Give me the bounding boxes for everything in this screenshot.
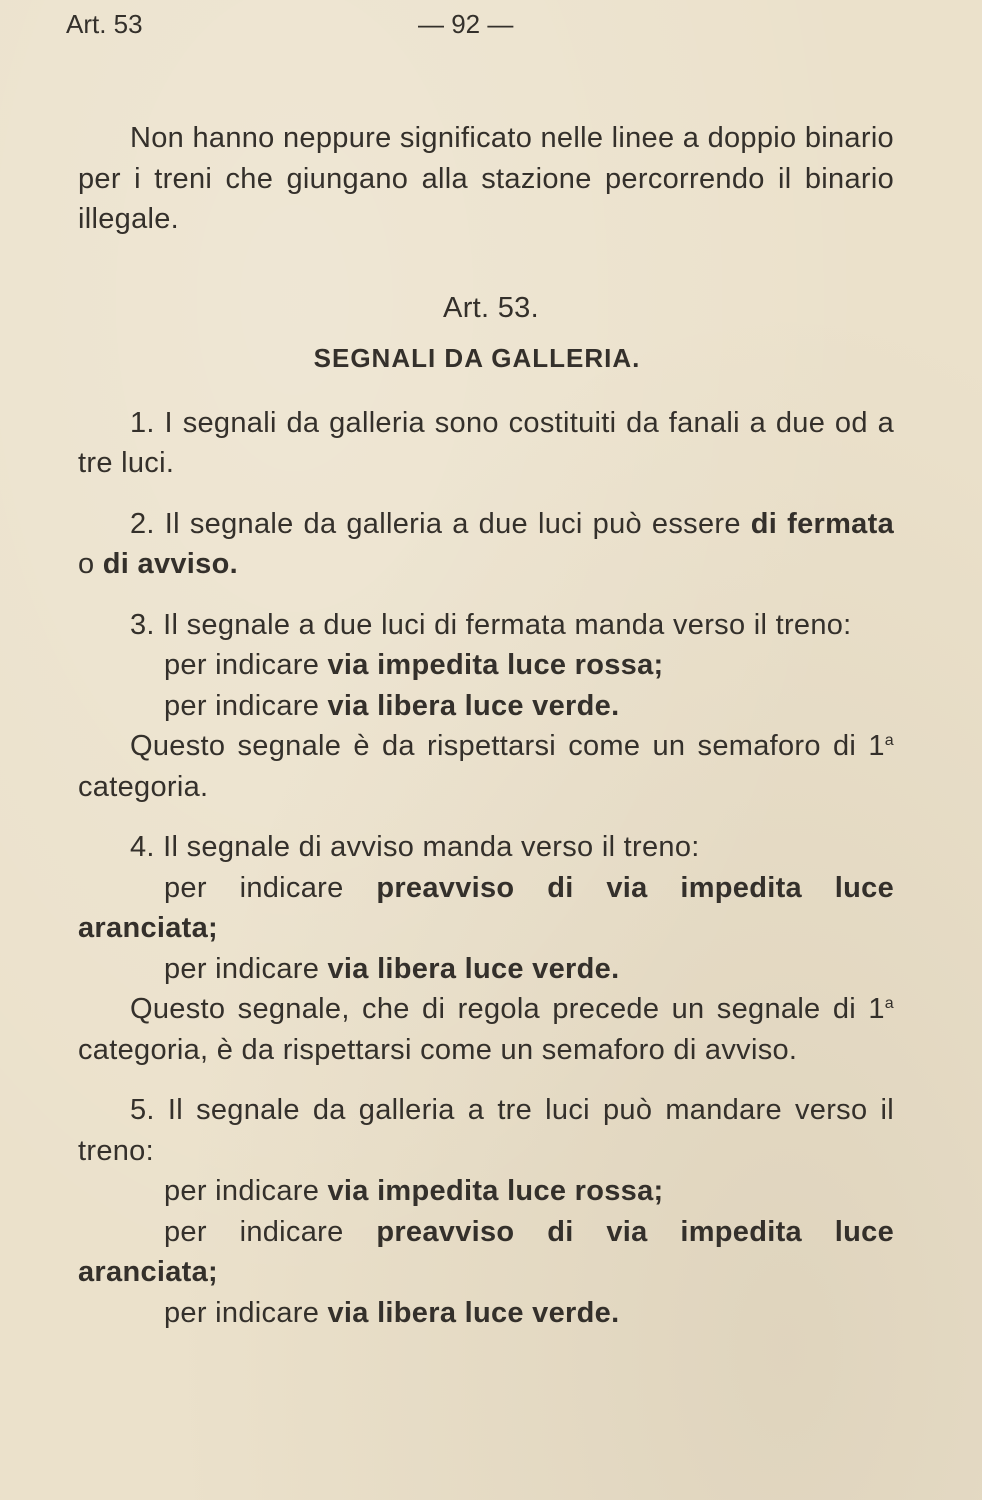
paragraph-3: 3. Il segnale a due luci di fermata manda verso il treno:	[130, 608, 852, 641]
paragraph-2-connector: o	[78, 548, 103, 580]
paragraph-5-line-2	[78, 1212, 894, 1293]
line-prefix: per indicare	[164, 952, 328, 985]
paragraph-3-line-2	[78, 686, 894, 727]
paragraph-5-line-3	[78, 1293, 894, 1334]
paragraph-1: 1. I segnali da galleria sono costituiti da fanali a due od a tre luci.	[78, 406, 894, 479]
line-prefix: per indicare	[164, 1296, 328, 1329]
body-text	[78, 118, 894, 1333]
paragraph-5: 5. Il segnale da galleria a tre luci può mandare verso il treno:	[78, 1094, 894, 1167]
paragraph-5-line-1	[78, 1171, 894, 1212]
paragraph-2	[78, 504, 894, 585]
paragraph-4-line-1	[78, 868, 894, 949]
paragraph-4-note	[78, 989, 894, 1070]
line-prefix: per indicare	[164, 1175, 328, 1207]
paragraph-3-note	[78, 726, 894, 807]
line-bold: via impedita luce rossa;	[327, 1175, 664, 1207]
line-bold: via impedita luce rossa;	[327, 649, 664, 681]
line-prefix: per indicare	[164, 689, 328, 722]
paragraph-2-bold-avviso: di avviso.	[102, 548, 238, 580]
paragraph-2-text: 2. Il segnale da galleria a due luci può essere	[130, 507, 751, 540]
line-bold: via libera luce verde.	[327, 1296, 620, 1329]
line-prefix: per indicare	[164, 1215, 377, 1248]
line-bold: via libera luce verde.	[327, 952, 620, 985]
line-bold: preavviso di via impedita luce aranciata;	[78, 1215, 894, 1288]
paragraph-3-line-1	[78, 645, 894, 686]
note-superscript: a	[884, 732, 894, 749]
section-heading: SEGNALI DA GALLERIA.	[313, 343, 641, 373]
note-text: Questo segnale è da rispettarsi come un semaforo di 1	[130, 730, 885, 762]
line-bold: preavviso di via impedita luce aranciata;	[78, 871, 894, 944]
page-number: — 92 —	[418, 9, 514, 39]
running-head-article: Art. 53	[66, 9, 143, 39]
line-prefix: per indicare	[164, 649, 328, 681]
note-text: Questo segnale, che di regola precede un segnale di 1	[130, 993, 885, 1025]
paragraph-4-line-2	[78, 949, 894, 990]
note-superscript: a	[884, 995, 894, 1012]
paragraph-4: 4. Il segnale di avviso manda verso il treno:	[130, 831, 700, 863]
paragraph-2-bold-fermata: di fermata	[750, 507, 894, 540]
line-prefix: per indicare	[164, 871, 377, 904]
article-title: Art. 53.	[443, 291, 539, 324]
note-text-end: categoria.	[78, 770, 209, 803]
note-text-end: categoria, è da rispettarsi come un semaforo di avviso.	[78, 1033, 798, 1066]
line-bold: via libera luce verde.	[327, 689, 620, 722]
page-header	[66, 6, 536, 42]
intro-paragraph: Non hanno neppure significato nelle linee a doppio binario per i treni che giungano alla stazione percorrendo il binario illegale.	[78, 122, 894, 235]
